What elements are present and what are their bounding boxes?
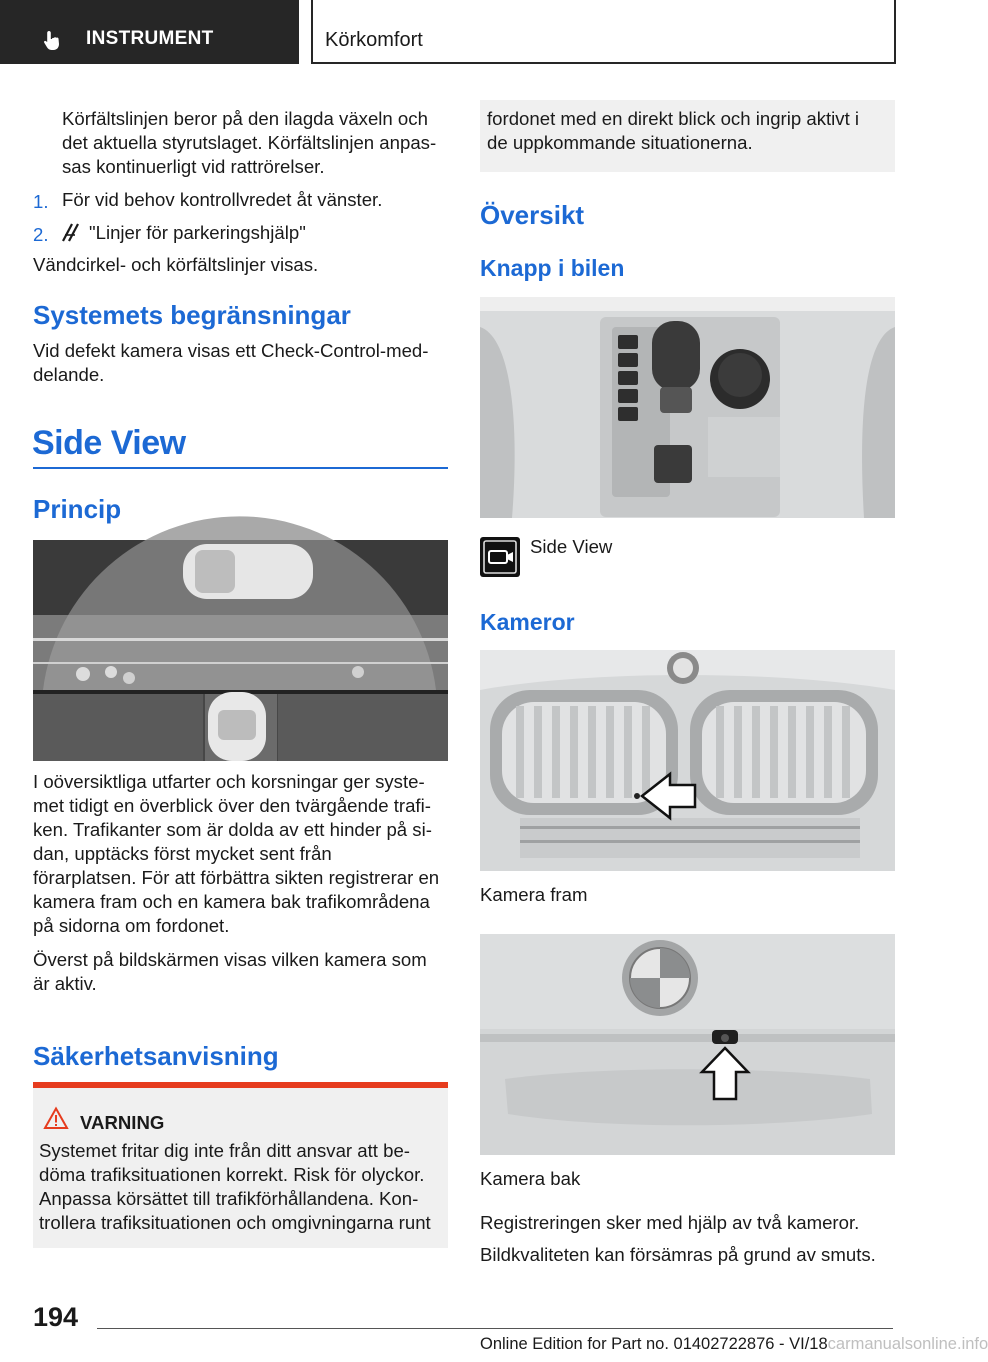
cameras-text-2: Bildkvaliteten kan försämras på grund av smuts. xyxy=(480,1244,876,1265)
footer-edition-text: Online Edition for Part no. 01402722876 - VI/18 xyxy=(480,1335,828,1353)
cameras-text-1: Registreringen sker med hjälp av två kameror. xyxy=(480,1212,860,1233)
limits-line-1: Vid defekt kamera visas ett Check-Control-med‐ xyxy=(33,340,429,361)
limits-heading: Systemets begränsningar xyxy=(33,300,351,330)
principle-line-6: kamera fram och en kamera bak trafikområdena xyxy=(33,891,430,912)
principle-heading: Princip xyxy=(33,494,122,524)
principle-line-4: dan, upptäcks först mycket sent från xyxy=(33,843,332,864)
principle-line-1: I oöversiktliga utfarter och korsningar ger syste‐ xyxy=(33,771,425,792)
principle-line-5: förarplatsen. För att förbättra sikten registrerar en xyxy=(33,867,440,888)
cameras-heading: Kameror xyxy=(480,609,575,635)
warning-line-2: döma trafiksituationen korrekt. Risk för olyckor. xyxy=(39,1164,425,1185)
footer-rule xyxy=(97,1328,893,1329)
warning-cont-line-2: de uppkommande situationerna. xyxy=(487,132,753,153)
header-section-label: INSTRUMENT xyxy=(86,28,214,49)
warning-cont-line-1: fordonet med en direkt blick och ingrip aktivt i xyxy=(487,108,860,129)
intro-line-2: det aktuella styrutslaget. Körfältslinjen anpas‐ xyxy=(62,132,437,153)
intro-line-3: sas kontinuerligt vid rattrörelser. xyxy=(62,156,325,177)
side-view-button-label: Side View xyxy=(530,536,613,557)
front-camera-caption: Kamera fram xyxy=(480,884,588,905)
intro-line-1: Körfältslinjen beror på den ilagda växeln och xyxy=(62,108,428,129)
principle-line-3: ken. Trafikanter som är dolda av ett hinder på si‐ xyxy=(33,819,432,840)
step-number-2: 2. xyxy=(33,224,49,245)
rear-camera-caption: Kamera bak xyxy=(480,1168,581,1189)
warning-line-1: Systemet fritar dig inte från ditt ansvar att be‐ xyxy=(39,1140,411,1161)
principle-line-2: met tidigt en överblick över den tvärgående trafi‐ xyxy=(33,795,431,816)
button-heading: Knapp i bilen xyxy=(480,255,625,281)
step-text-2: "Linjer för parkeringshjälp" xyxy=(89,222,306,243)
warning-line-3: Anpassa körsättet till trafikförhållandena. Kon‐ xyxy=(39,1188,419,1209)
side-view-heading: Side View xyxy=(32,424,186,462)
step-text-1: För vid behov kontrollvredet åt vänster. xyxy=(62,189,383,210)
side-view-rule xyxy=(33,467,448,469)
overview-heading: Översikt xyxy=(480,200,585,230)
footer-edition xyxy=(480,1335,988,1354)
after-steps-text: Vändcirkel- och körfältslinjer visas. xyxy=(33,254,319,275)
principle2-line-1: Överst på bildskärmen visas vilken kamera som xyxy=(33,949,427,970)
parking-lines-icon xyxy=(60,221,82,243)
limits-line-2: delande. xyxy=(33,364,105,385)
warning-triangle-icon xyxy=(44,1107,68,1129)
warning-line-4: trollera trafiksituationen och omgivningarna runt xyxy=(39,1212,431,1233)
side-view-camera-icon xyxy=(480,537,520,577)
console-illustration xyxy=(480,297,895,518)
header-chapter-title: Körkomfort xyxy=(325,29,423,51)
footer-watermark: carmanualsonline.info xyxy=(827,1335,988,1353)
principle-illustration xyxy=(33,540,448,761)
principle2-line-2: är aktiv. xyxy=(33,973,97,994)
step-number-1: 1. xyxy=(33,191,49,212)
hand-touch-icon xyxy=(40,28,64,52)
principle-line-7: på sidorna om fordonet. xyxy=(33,915,230,936)
safety-heading: Säkerhetsanvisning xyxy=(33,1041,279,1071)
warning-title: VARNING xyxy=(80,1112,165,1133)
page-number: 194 xyxy=(33,1302,79,1332)
side-view-button-icon xyxy=(480,537,520,577)
front-camera-illustration xyxy=(480,650,895,871)
rear-camera-illustration xyxy=(480,934,895,1155)
